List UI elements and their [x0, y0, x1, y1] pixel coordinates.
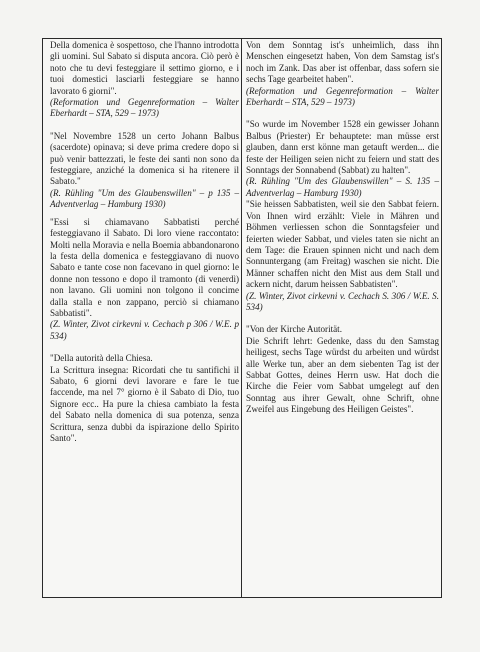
source-citation: (R. Rühling "Um des Glaubenswillen" – p 135 – Adventverlag – Hamburg 1930) — [50, 187, 239, 210]
source-citation: (Z. Winter, Zivot cirkevni v. Cechach S. 306 / W.E. S. 534) — [246, 290, 439, 312]
german-column — [242, 39, 441, 597]
source-citation: (R. Rühling "Um des Glaubenswillen" – S. 135 – Adventverlag – Hamburg 1930) — [246, 176, 439, 198]
section-heading: "Von der Kirche Autorität. — [246, 324, 342, 335]
source-citation: (Reformation und Gegenreformation – Walter Eberhardt – STA, 529 – 1973) — [50, 97, 239, 119]
paragraph: "Essi si chiamavano Sabbatisti perché festeggiavano il Sabato. Di loro viene raccontato: Molti nella Moravia e nella Boemia abbandonarono la festa della domenica e festeggiavano di nuovo Sabato e tante cose non facevano in quel giorno: le donne non tessono e dopo il tramonto (di venerdì) non lavano. Gli uomini non tolgono il concime dalla stalla e non zappano, perciò si chiamano Sabbatisti". — [50, 216, 239, 318]
source-citation: (Reformation und Gegenreformation – Walter Eberhardt – STA, 529 – 1973) — [246, 85, 439, 108]
document-page — [42, 38, 442, 598]
paragraph: Die Schrift lehrt: Gedenke, dass du den Samstag heiligest, sechs Tage würdst du arbeiten und würdst alle Werke tun, aber an dem siebenten Tag ist der Sabbat Gottes, deines Herrn usw. Hat doch die Kirche die Feier vom Sabbat umgelegt auf den Sonntag aus ihrer Gewalt, ohne Schrift, ohne Zweifel aus Eingebung des Heiligen Geistes". — [246, 335, 439, 415]
paragraph: "Sie heissen Sabbatisten, weil sie den Sabbat feiern. Von Ihnen wird erzählt: Viele in Mähren und Böhmen verliessen schon die Sonntagsfeier und feierten wieder Sabbat, und vieles taten sie nicht an dem Tage: die Erauen spinnen nicht und nach dem Sonnuntergang (am Freitag) waschen sie nicht. Die Männer schaffen nicht den Mist aus dem Stall und ackern nicht, darum heissen Sabbatisten". — [246, 199, 439, 290]
paragraph: "Nel Novembre 1528 un certo Johann Balbus (sacerdote) opinava; si deve prima credere dopo si può venir battezzati, le feste dei santi non sono da festeggiare, anziché la domenica si ha ritenere il Sabato." — [50, 130, 239, 187]
section-heading: "Della autorità della Chiesa. — [50, 353, 153, 364]
paragraph: Von dem Sonntag ist's unheimlich, dass ihn Menschen eingesetzt haben, Von dem Samstag ist's noch im Zank. Das aber ist offenbar, dass sofern sie sechs Tage gearbeitet haben". — [246, 40, 439, 85]
paragraph: "So wurde im November 1528 ein gewisser Johann Balbus (Priester) Er behauptete: man müsse erst glauben, dann erst könne man getauft werden... die feste der Heiligen seien nicht zu feiern und statt des Sonntags der Sonnabend (Sabbat) zu halten". — [246, 119, 439, 176]
source-citation: (Z. Winter, Zivot cirkevni v. Cechach p 306 / W.E. p 534) — [50, 319, 239, 341]
paragraph: La Scrittura insegna: Ricordati che tu santifichi il Sabato, 6 giorni devi lavorare e fare le tue faccende, ma nel 7° giorno è il Sabato di Dio, tuo Signore ecc.. Ha pure la chiesa cambiato la festa del Sabato nella domenica di sua potenza, senza Scrittura, senza dubbi da ispirazione dello Spirito Santo". — [50, 364, 239, 443]
paragraph: Della domenica è sospettoso, che l'hanno introdotta gli uomini. Sul Sabato si disputa ancora. Ciò però è noto che tu devi festeggiare il settimo giorno, e i tuoi domestici lasciarli festeggiare se hanno lavorato 6 giorni". — [50, 40, 239, 96]
italian-column — [43, 39, 242, 597]
